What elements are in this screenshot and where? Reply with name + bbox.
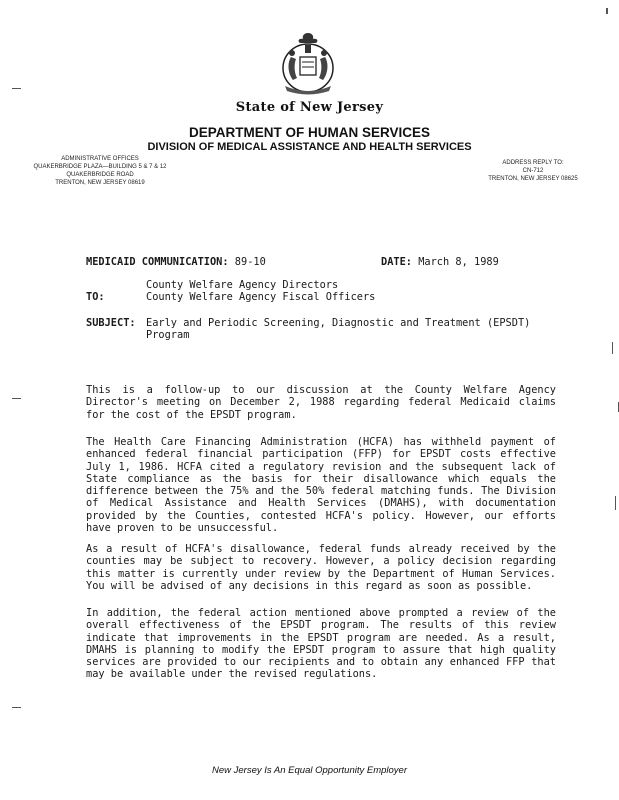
to-label: TO: (86, 291, 105, 303)
state-seal-icon (277, 30, 339, 98)
communication-number: 89-10 (234, 256, 266, 268)
scan-mark (606, 8, 608, 14)
subject-text: Early and Periodic Screening, Diagnostic and Treatment (EPSDT) Program (146, 317, 531, 342)
division-title: DIVISION OF MEDICAL ASSISTANCE AND HEALTH SERVICES (147, 141, 472, 153)
subject-label: SUBJECT: (86, 317, 136, 329)
address-line: TRENTON, NEW JERSEY 08619 (55, 180, 145, 186)
body-paragraph: The Health Care Financing Administration (HCFA) has withheld payment of enhanced federal financial participation (FFP) for EPSDT costs effective July 1, 1986. HCFA cited a regulatory revision and the subsequent lack of State compliance as the basis for their disallowance which equals the difference between the 75% and the 50% federal matching funds. The Division of Medical Assistance and Health Services (DMAHS), with documentation provided by the Counties, contested HCFA's policy. However, our efforts have proven to be unsuccessful. (86, 436, 556, 535)
address-line: ADDRESS REPLY TO: (502, 160, 564, 166)
department-title: DEPARTMENT OF HUMAN SERVICES (188, 125, 431, 140)
communication-label: MEDICAID COMMUNICATION: (86, 256, 229, 268)
body-paragraph: This is a follow-up to our discussion at the County Welfare Agency Director's meeting on December 2, 1988 regarding federal Medicaid claims for the cost of the EPSDT program. (86, 384, 556, 421)
scan-mark (12, 398, 21, 399)
to-recipients (146, 279, 375, 304)
body-paragraph: As a result of HCFA's disallowance, federal funds already received by the counties may be subject to recovery. However, a policy decision regarding this matter is currently under review by the Department of Human Services. You will be advised of any decisions in this regard as soon as possible. (86, 543, 556, 592)
address-line: ADMINISTRATIVE OFFICES (61, 156, 139, 162)
scan-mark (615, 496, 616, 510)
body-paragraph: In addition, the federal action mentioned above prompted a review of the overall effectiveness of the EPSDT program. The results of this review indicate that improvements in the EPSDT program are needed. As a result, DMAHS is planning to modify the EPSDT program to assure that high quality services are provided to our recipients and to obtain any enhanced FFP that may be available under the revised regulations. (86, 607, 556, 681)
recipient: County Welfare Agency Directors (146, 279, 339, 291)
date-value: March 8, 1989 (418, 256, 499, 268)
address-line: QUAKERBRIDGE ROAD (66, 172, 134, 178)
scan-mark (12, 707, 21, 708)
date-label: DATE: (381, 256, 412, 268)
state-name: State of New Jersey (235, 100, 384, 115)
date-line (381, 256, 499, 268)
address-line: TRENTON, NEW JERSEY 08625 (488, 176, 578, 182)
reply-address (478, 159, 588, 183)
scan-mark (12, 88, 21, 89)
footer-text: New Jersey Is An Equal Opportunity Employer (211, 765, 407, 776)
communication-line (86, 256, 266, 268)
address-line: CN-712 (522, 168, 544, 174)
recipient: County Welfare Agency Fiscal Officers (146, 291, 376, 304)
administrative-address (30, 155, 170, 187)
address-line: QUAKERBRIDGE PLAZA—BUILDING 5 & 7 & 12 (33, 164, 167, 170)
scan-mark (612, 342, 613, 354)
